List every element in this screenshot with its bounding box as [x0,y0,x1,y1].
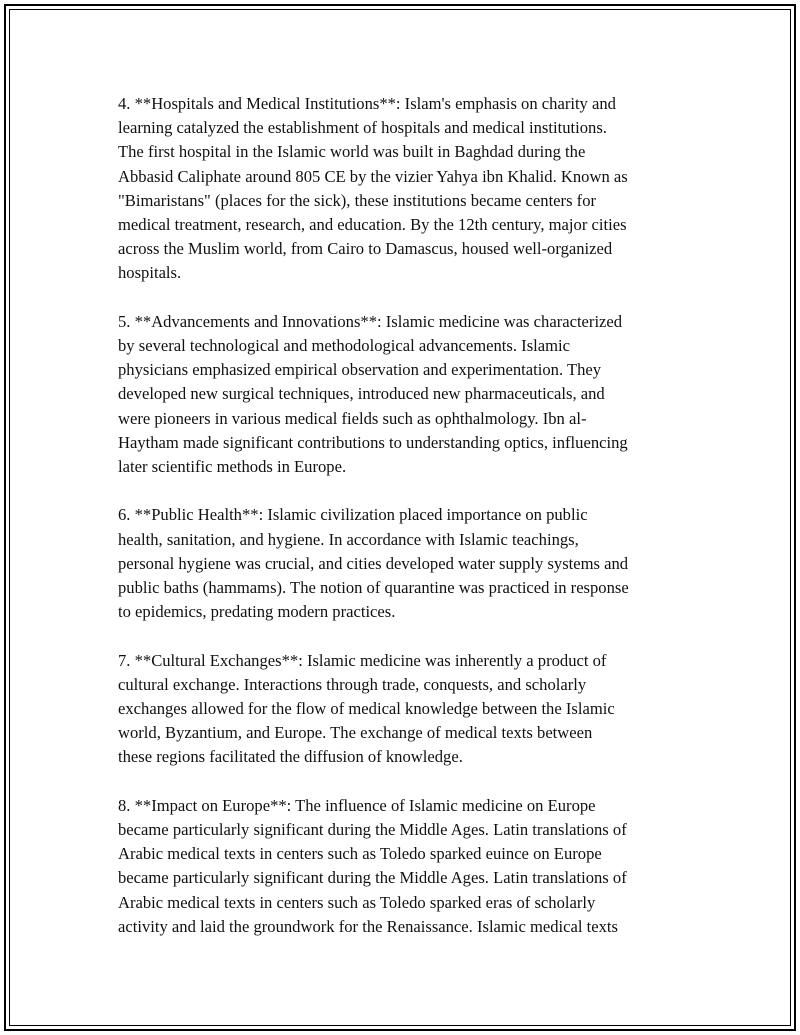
text-line: "Bimaristans" (places for the sick), these institutions became centers for [118,190,597,210]
text-line: world, Byzantium, and Europe. The exchange of medical texts between [118,723,593,743]
text-line: became particularly significant during the Middle Ages. Latin translations of [118,868,627,888]
text-line: were pioneers in various medical fields such as ophthalmology. Ibn al- [118,408,587,428]
text-line: The first hospital in the Islamic world was built in Baghdad during the [118,142,586,162]
text-line: public baths (hammams). The notion of quarantine was practiced in response [118,578,629,598]
text-line: by several technological and methodological advancements. Islamic [118,336,571,356]
paragraph-cultural-exchanges [118,649,693,770]
text-line: 7. **Cultural Exchanges**: Islamic medicine was inherently a product of [118,650,607,670]
text-line: 8. **Impact on Europe**: The influence of Islamic medicine on Europe [118,795,596,815]
paragraph-public-health [118,503,693,624]
text-line: physicians emphasized empirical observation and experimentation. They [118,360,602,380]
text-line: Abbasid Caliphate around 805 CE by the vizier Yahya ibn Khalid. Known as [118,166,628,186]
text-line: across the Muslim world, from Cairo to Damascus, housed well-organized [118,239,613,259]
text-line: 4. **Hospitals and Medical Institutions**: Islam's emphasis on charity and [118,94,616,113]
text-line: cultural exchange. Interactions through trade, conquests, and scholarly [118,674,587,694]
text-line: personal hygiene was crucial, and cities developed water supply systems and [118,553,629,573]
text-line: later scientific methods in Europe. [118,457,347,477]
text-line: these regions facilitated the diffusion of knowledge. [118,747,463,767]
text-line: Arabic medical texts in centers such as Toledo sparked eras of scholarly [118,892,596,912]
text-line: activity and laid the groundwork for the Renaissance. Islamic medical texts [118,916,618,936]
text-line: 5. **Advancements and Innovations**: Islamic medicine was characterized [118,311,623,331]
text-line: to epidemics, predating modern practices. [118,602,396,622]
text-line: Haytham made significant contributions to understanding optics, influencing [118,432,628,452]
text-line: 6. **Public Health**: Islamic civilization placed importance on public [118,505,588,525]
document-body [118,92,693,963]
text-line: developed new surgical techniques, introduced new pharmaceuticals, and [118,384,605,404]
paragraph-hospitals [118,92,693,286]
text-line: health, sanitation, and hygiene. In accordance with Islamic teachings, [118,529,579,549]
text-line: Arabic medical texts in centers such as Toledo sparked euince on Europe [118,844,602,864]
text-line: medical treatment, research, and education. By the 12th century, major cities [118,215,627,235]
paragraph-impact-on-europe [118,794,693,939]
paragraph-advancements [118,310,693,479]
text-line: hospitals. [118,263,182,283]
text-line: learning catalyzed the establishment of hospitals and medical institutions. [118,118,607,138]
text-line: exchanges allowed for the flow of medical knowledge between the Islamic [118,699,615,719]
text-line: became particularly significant during the Middle Ages. Latin translations of [118,820,627,840]
